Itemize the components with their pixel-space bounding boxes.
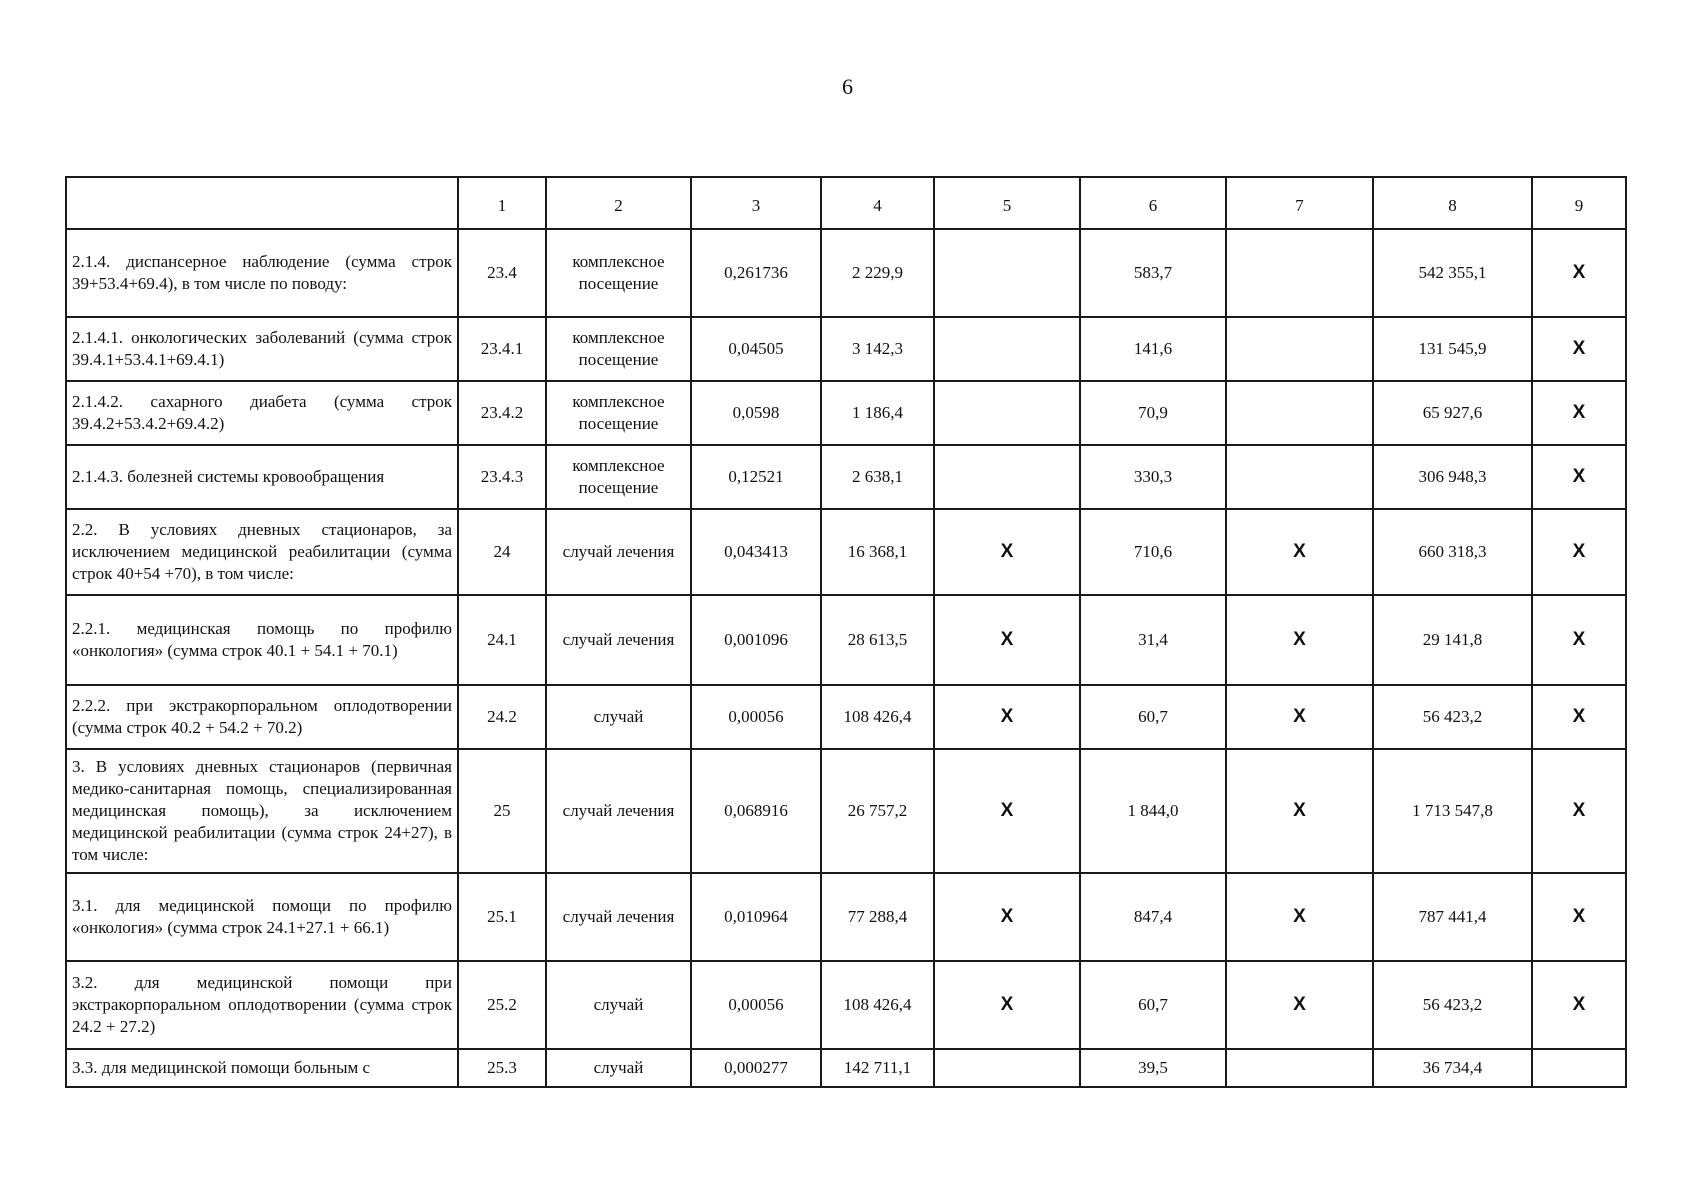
table-row <box>66 1049 1626 1087</box>
col5-cell: X <box>934 595 1080 685</box>
col4-cell: 2 638,1 <box>821 445 934 509</box>
col3-cell: 0,043413 <box>691 509 821 595</box>
col8-cell: 131 545,9 <box>1373 317 1532 381</box>
col7-cell: X <box>1226 749 1373 873</box>
col8-cell: 29 141,8 <box>1373 595 1532 685</box>
col5-cell <box>934 445 1080 509</box>
col6-cell: 70,9 <box>1080 381 1226 445</box>
row-code-cell: 24.1 <box>458 595 546 685</box>
data-table <box>65 176 1627 1088</box>
table-row <box>66 381 1626 445</box>
col9-cell: X <box>1532 509 1626 595</box>
header-row <box>66 177 1626 229</box>
col6-cell: 31,4 <box>1080 595 1226 685</box>
col9-cell: X <box>1532 873 1626 961</box>
row-name-cell: 3.1. для медицинской помощи по профилю «онкология» (сумма строк 24.1+27.1 + 66.1) <box>66 873 458 961</box>
col7-cell <box>1226 229 1373 317</box>
col4-cell: 26 757,2 <box>821 749 934 873</box>
unit-cell: комплексное посещение <box>546 445 691 509</box>
table-row <box>66 749 1626 873</box>
col3-cell: 0,04505 <box>691 317 821 381</box>
col4-cell: 2 229,9 <box>821 229 934 317</box>
col9-cell: X <box>1532 685 1626 749</box>
col7-cell <box>1226 317 1373 381</box>
column-header: 7 <box>1226 177 1373 229</box>
row-name-cell: 3. В условиях дневных стационаров (первичная медико-санитарная помощь, специализированная медицинская помощь), за исключением медицинской реабилитации (сумма строк 24+27), в том числе: <box>66 749 458 873</box>
row-code-cell: 25 <box>458 749 546 873</box>
col8-cell: 306 948,3 <box>1373 445 1532 509</box>
col3-cell: 0,000277 <box>691 1049 821 1087</box>
unit-cell: случай лечения <box>546 595 691 685</box>
row-name-cell: 2.1.4.2. сахарного диабета (сумма строк 39.4.2+53.4.2+69.4.2) <box>66 381 458 445</box>
table-row <box>66 961 1626 1049</box>
col3-cell: 0,00056 <box>691 685 821 749</box>
unit-cell: случай <box>546 961 691 1049</box>
col5-cell: X <box>934 873 1080 961</box>
col9-cell <box>1532 1049 1626 1087</box>
col7-cell: X <box>1226 961 1373 1049</box>
unit-cell: случай лечения <box>546 873 691 961</box>
col8-cell: 65 927,6 <box>1373 381 1532 445</box>
col7-cell <box>1226 445 1373 509</box>
row-code-cell: 23.4.3 <box>458 445 546 509</box>
col5-cell <box>934 317 1080 381</box>
col3-cell: 0,0598 <box>691 381 821 445</box>
col5-cell: X <box>934 961 1080 1049</box>
col9-cell: X <box>1532 595 1626 685</box>
table-row <box>66 873 1626 961</box>
col7-cell: X <box>1226 595 1373 685</box>
col6-cell: 39,5 <box>1080 1049 1226 1087</box>
col8-cell: 56 423,2 <box>1373 685 1532 749</box>
unit-cell: случай лечения <box>546 509 691 595</box>
col9-cell: X <box>1532 317 1626 381</box>
col7-cell: X <box>1226 509 1373 595</box>
col6-cell: 330,3 <box>1080 445 1226 509</box>
unit-cell: случай <box>546 685 691 749</box>
col6-cell: 60,7 <box>1080 961 1226 1049</box>
col7-cell: X <box>1226 685 1373 749</box>
col3-cell: 0,00056 <box>691 961 821 1049</box>
table-row <box>66 445 1626 509</box>
col8-cell: 787 441,4 <box>1373 873 1532 961</box>
col6-cell: 710,6 <box>1080 509 1226 595</box>
row-code-cell: 25.2 <box>458 961 546 1049</box>
table-row <box>66 229 1626 317</box>
col4-cell: 108 426,4 <box>821 961 934 1049</box>
row-name-cell: 2.2.1. медицинская помощь по профилю «онкология» (сумма строк 40.1 + 54.1 + 70.1) <box>66 595 458 685</box>
table-row <box>66 595 1626 685</box>
col6-cell: 141,6 <box>1080 317 1226 381</box>
col5-cell <box>934 381 1080 445</box>
column-header: 1 <box>458 177 546 229</box>
row-name-cell: 2.1.4. диспансерное наблюдение (сумма строк 39+53.4+69.4), в том числе по поводу: <box>66 229 458 317</box>
unit-cell: случай лечения <box>546 749 691 873</box>
col7-cell: X <box>1226 873 1373 961</box>
unit-cell: комплексное посещение <box>546 229 691 317</box>
col4-cell: 1 186,4 <box>821 381 934 445</box>
col3-cell: 0,068916 <box>691 749 821 873</box>
row-name-cell: 2.1.4.1. онкологических заболеваний (сумма строк 39.4.1+53.4.1+69.4.1) <box>66 317 458 381</box>
row-code-cell: 23.4.2 <box>458 381 546 445</box>
row-code-cell: 25.3 <box>458 1049 546 1087</box>
col8-cell: 542 355,1 <box>1373 229 1532 317</box>
col9-cell: X <box>1532 381 1626 445</box>
col3-cell: 0,001096 <box>691 595 821 685</box>
column-header: 8 <box>1373 177 1532 229</box>
row-name-cell: 2.2. В условиях дневных стационаров, за исключением медицинской реабилитации (сумма строк 40+54 +70), в том числе: <box>66 509 458 595</box>
row-name-cell: 3.2. для медицинской помощи при экстракорпоральном оплодотворении (сумма строк 24.2 + 27.2) <box>66 961 458 1049</box>
column-header: 2 <box>546 177 691 229</box>
col3-cell: 0,12521 <box>691 445 821 509</box>
table-row <box>66 685 1626 749</box>
col5-cell: X <box>934 509 1080 595</box>
column-header: 3 <box>691 177 821 229</box>
col5-cell: X <box>934 685 1080 749</box>
col7-cell <box>1226 1049 1373 1087</box>
col4-cell: 28 613,5 <box>821 595 934 685</box>
col6-cell: 583,7 <box>1080 229 1226 317</box>
col9-cell: X <box>1532 229 1626 317</box>
column-header: 5 <box>934 177 1080 229</box>
col4-cell: 77 288,4 <box>821 873 934 961</box>
col6-cell: 847,4 <box>1080 873 1226 961</box>
col4-cell: 142 711,1 <box>821 1049 934 1087</box>
row-code-cell: 24 <box>458 509 546 595</box>
col8-cell: 1 713 547,8 <box>1373 749 1532 873</box>
column-header: 9 <box>1532 177 1626 229</box>
col6-cell: 1 844,0 <box>1080 749 1226 873</box>
col8-cell: 36 734,4 <box>1373 1049 1532 1087</box>
col9-cell: X <box>1532 961 1626 1049</box>
column-header <box>66 177 458 229</box>
col8-cell: 660 318,3 <box>1373 509 1532 595</box>
row-name-cell: 2.1.4.3. болезней системы кровообращения <box>66 445 458 509</box>
row-name-cell: 2.2.2. при экстракорпоральном оплодотворении (сумма строк 40.2 + 54.2 + 70.2) <box>66 685 458 749</box>
unit-cell: комплексное посещение <box>546 317 691 381</box>
col3-cell: 0,010964 <box>691 873 821 961</box>
col5-cell <box>934 1049 1080 1087</box>
col3-cell: 0,261736 <box>691 229 821 317</box>
row-name-cell: 3.3. для медицинской помощи больным с <box>66 1049 458 1087</box>
column-header: 4 <box>821 177 934 229</box>
table-row <box>66 509 1626 595</box>
unit-cell: случай <box>546 1049 691 1087</box>
page-number: 6 <box>842 74 853 99</box>
col4-cell: 108 426,4 <box>821 685 934 749</box>
col5-cell: X <box>934 749 1080 873</box>
row-code-cell: 23.4.1 <box>458 317 546 381</box>
table-row <box>66 317 1626 381</box>
col5-cell <box>934 229 1080 317</box>
col9-cell: X <box>1532 749 1626 873</box>
col7-cell <box>1226 381 1373 445</box>
col4-cell: 3 142,3 <box>821 317 934 381</box>
row-code-cell: 25.1 <box>458 873 546 961</box>
row-code-cell: 23.4 <box>458 229 546 317</box>
col6-cell: 60,7 <box>1080 685 1226 749</box>
row-code-cell: 24.2 <box>458 685 546 749</box>
unit-cell: комплексное посещение <box>546 381 691 445</box>
col4-cell: 16 368,1 <box>821 509 934 595</box>
column-header: 6 <box>1080 177 1226 229</box>
col8-cell: 56 423,2 <box>1373 961 1532 1049</box>
col9-cell: X <box>1532 445 1626 509</box>
